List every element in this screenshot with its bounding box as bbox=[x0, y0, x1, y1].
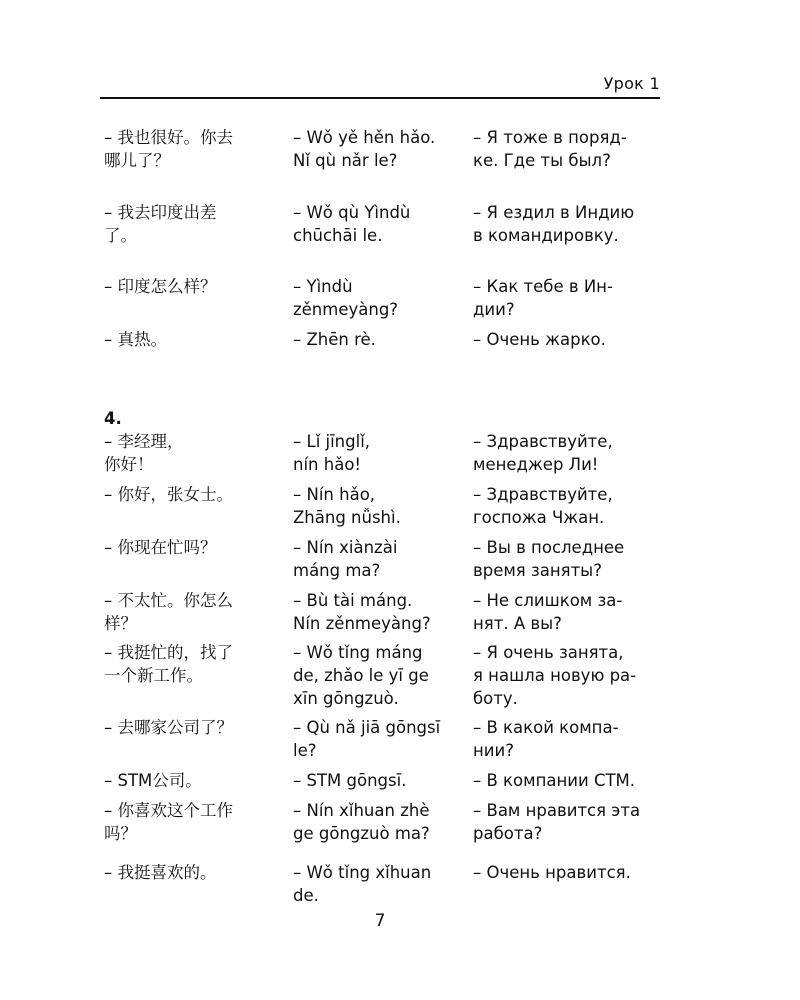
running-header: Урок 1 bbox=[603, 74, 660, 93]
chinese-text: – 真热。 bbox=[104, 330, 167, 349]
pinyin-text: – Wǒ qù Yìndù chūchāi le. bbox=[293, 203, 411, 245]
russian-text: – Как тебе в Ин- дии? bbox=[473, 277, 613, 319]
chinese-text: – 不太忙。你怎么 样？ bbox=[104, 591, 233, 633]
chinese-text: – 你现在忙吗？ bbox=[104, 538, 217, 557]
chinese-text: – 我也很好。你去 哪儿了？ bbox=[104, 128, 233, 170]
pinyin-text: – Nín xǐhuan zhè ge gōngzuò ma? bbox=[293, 801, 430, 843]
chinese-text: – 我挺忙的，找了 一个新工作。 bbox=[104, 643, 233, 685]
russian-text: – Вы в последнее время заняты? bbox=[473, 538, 625, 580]
pinyin-text: – Wǒ tǐng máng de, zhǎo le yī ge xīn gōngzuò. bbox=[293, 643, 429, 708]
page-number: 7 bbox=[374, 911, 386, 931]
pinyin-text: – Lǐ jīnglǐ, nín hǎo! bbox=[293, 432, 371, 474]
header-rule bbox=[100, 97, 660, 99]
russian-text: – Очень нравится. bbox=[473, 863, 631, 882]
russian-text: – Здравствуйте, госпожа Чжан. bbox=[473, 485, 613, 527]
russian-text: – Я тоже в поряд- ке. Где ты был? bbox=[473, 128, 627, 170]
russian-text: – Вам нравится эта работа? bbox=[473, 801, 641, 843]
pinyin-text: – Nín xiànzài máng ma? bbox=[293, 538, 398, 580]
russian-text: – Здравствуйте, менеджер Ли! bbox=[473, 432, 613, 474]
pinyin-text: – Wǒ tǐng xǐhuan de. bbox=[293, 863, 432, 905]
russian-text: – В какой компа- нии? bbox=[473, 718, 619, 760]
russian-text: – Я ездил в Индию в командировку. bbox=[473, 203, 635, 245]
russian-text: – Я очень занята, я нашла новую ра- боту. bbox=[473, 643, 637, 708]
chinese-text: – 印度怎么样？ bbox=[104, 277, 217, 296]
russian-text: – В компании СТМ. bbox=[473, 771, 636, 790]
chinese-text: – 你好，张女士。 bbox=[104, 485, 233, 504]
pinyin-text: – Zhēn rè. bbox=[293, 330, 376, 349]
russian-text: – Не слишком за- нят. А вы? bbox=[473, 591, 623, 633]
chinese-text: – 去哪家公司了？ bbox=[104, 718, 233, 737]
chinese-text: – 我挺喜欢的。 bbox=[104, 863, 217, 882]
pinyin-text: – Yìndù zěnmeyàng? bbox=[293, 277, 399, 319]
chinese-text: – 李经理， 你好！ bbox=[104, 432, 184, 474]
chinese-text: – 我去印度出差 了。 bbox=[104, 203, 217, 245]
pinyin-text: – Qù nǎ jiā gōngsī le? bbox=[293, 718, 441, 760]
section-number: 4. bbox=[104, 409, 122, 428]
russian-text: – Очень жарко. bbox=[473, 330, 606, 349]
pinyin-text: – Wǒ yě hěn hǎo. Nǐ qù nǎr le? bbox=[293, 128, 436, 170]
pinyin-text: – Nín hǎo, Zhāng nǚshì. bbox=[293, 485, 401, 527]
pinyin-text: – Bù tài máng. Nín zěnmeyàng? bbox=[293, 591, 431, 633]
chinese-text: – STM公司。 bbox=[104, 771, 202, 790]
pinyin-text: – STM gōngsī. bbox=[293, 771, 407, 790]
chinese-text: – 你喜欢这个工作 吗？ bbox=[104, 801, 233, 843]
